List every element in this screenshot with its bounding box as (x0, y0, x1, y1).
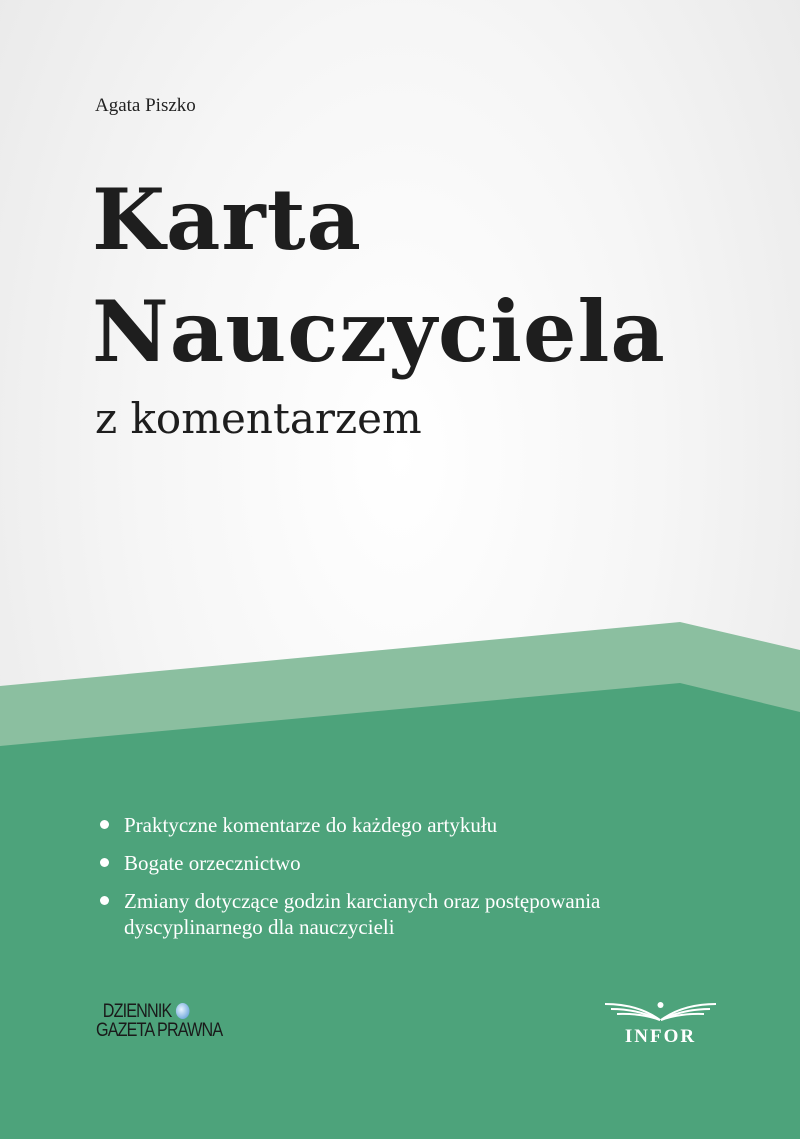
feature-text: Zmiany dotyczące godzin karcianych oraz postępowania dyscyplinarnego dla nauczycieli (124, 889, 601, 939)
bullet-icon (100, 858, 109, 867)
logo-line-1: DZIENNIK (102, 1001, 172, 1022)
book-wings-icon (603, 1000, 718, 1022)
logo-line-2: GAZETA PRAWNA (96, 1020, 223, 1041)
infor-logo (603, 1000, 718, 1048)
globe-icon (176, 1003, 190, 1019)
bullet-icon (100, 896, 109, 905)
subtitle: z komentarzem (95, 394, 422, 443)
feature-list (100, 812, 744, 952)
feature-text: Praktyczne komentarze do każdego artykułu (124, 813, 498, 837)
feature-item (100, 812, 744, 838)
bullet-icon (100, 820, 109, 829)
feature-item (100, 888, 744, 940)
title-line-1: Karta (92, 170, 362, 269)
logo-row-1 (96, 1002, 222, 1021)
feature-item (100, 850, 744, 876)
feature-text: Bogate orzecznictwo (124, 851, 301, 875)
author-name: Agata Piszko (95, 95, 196, 116)
infor-wordmark: INFOR (624, 1026, 697, 1047)
title-line-2: Nauczyciela (92, 282, 666, 381)
dziennik-gazeta-prawna-logo (96, 1002, 222, 1040)
